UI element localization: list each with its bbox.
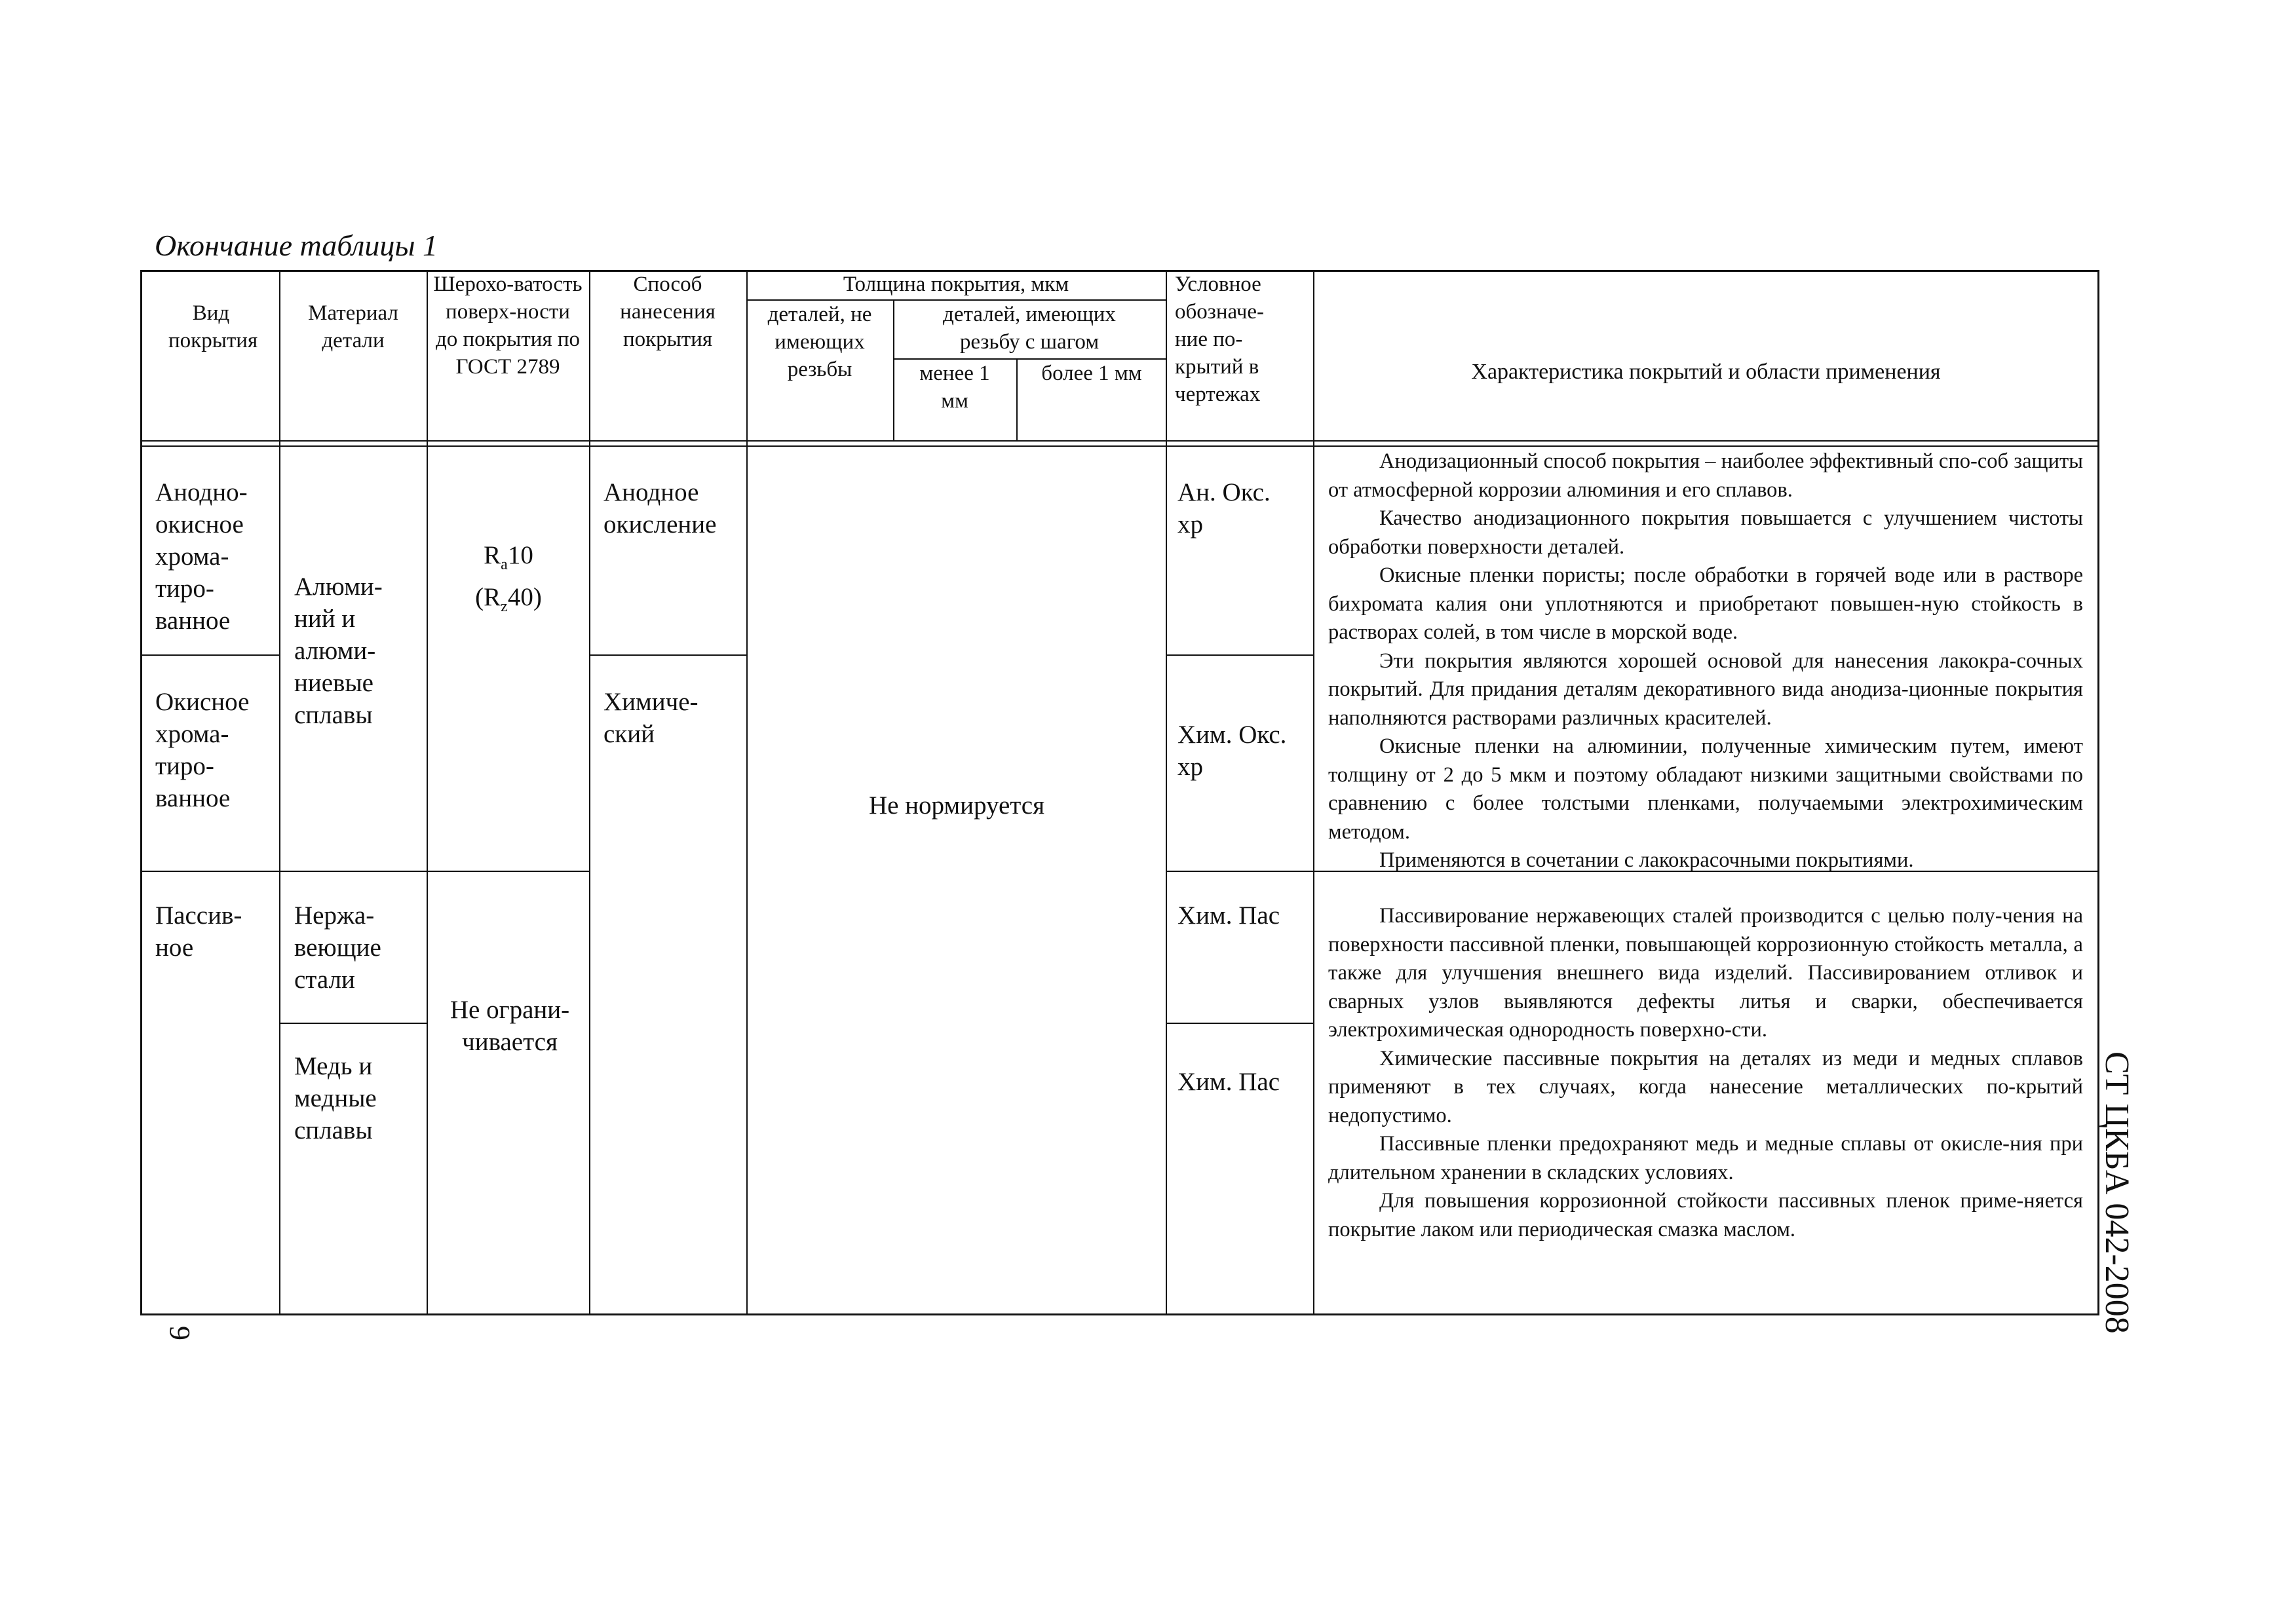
col-divider — [1166, 272, 1167, 1313]
header-less-1mm: менее 1 мм — [919, 362, 990, 413]
header-type: Вид покрытия — [168, 301, 258, 352]
row-divider — [279, 871, 427, 872]
material-copper: Медь и медные сплавы — [294, 1052, 377, 1144]
material-aluminium: Алюми-ний и алюми-ниевые сплавы — [294, 573, 383, 729]
header-material: Материал детали — [308, 301, 398, 352]
designation-him-pas: Хим. Пас — [1177, 901, 1280, 930]
header-characteristics: Характеристика покрытий и области применения — [1471, 360, 1941, 384]
char-paragraph: Пассивирование нержавеющих сталей производится с целью полу-чения на поверхности пассивной пленки, повышающей коррозионную стойкость металла, а также для улучшения внешнего вида изделий. Пассивированием отливок и сварных узлов выявляются дефекты литья и сварки, обеспечивается электрохимическая однородность поверхно-сти. — [1328, 904, 2083, 1042]
header-no-thread: деталей, не имеющих резьбы — [767, 303, 872, 381]
row-divider — [589, 654, 746, 656]
char-paragraph: Качество анодизационного покрытия повышается с улучшением чистоты обработки поверхности деталей. — [1328, 506, 2083, 559]
characteristics-aluminium — [1328, 447, 2083, 875]
material-stainless-steel: Нержа-веющие стали — [294, 901, 381, 994]
char-paragraph: Применяются в сочетании с лакокрасочными покрытиями. — [1379, 848, 1914, 872]
header-thickness: Толщина покрытия, мкм — [843, 273, 1069, 296]
row-divider — [1166, 1023, 1313, 1024]
col-divider — [1016, 358, 1018, 440]
page-number: 9 — [164, 1326, 196, 1340]
header-divider — [142, 445, 2097, 447]
char-paragraph: Окисные пленки пористы; после обработки в горячей воде или в растворе бихромата калия они уплотняются и приобретают повышен-ную стойкость в растворах солей, в том числе в морской воде. — [1328, 563, 2083, 644]
roughness-ra: $R_a10$ — [484, 541, 533, 573]
row-divider — [142, 654, 279, 656]
roughness-ra-rz — [428, 539, 589, 623]
row-divider — [1166, 871, 1313, 872]
char-paragraph: Окисные пленки на алюминии, полученные химическим путем, имеют толщину от 2 до 5 мкм и поэтому обладают низкими защитными свойствами по сравнению с более толстыми пленками, получаемыми электрохимическим методом. — [1328, 734, 2083, 844]
col-divider — [893, 299, 894, 440]
col-divider — [589, 272, 590, 1313]
col-divider — [427, 272, 428, 1313]
col-divider — [1313, 272, 1314, 1313]
char-paragraph: Пассивные пленки предохраняют медь и медные сплавы от окисле-ния при длительном хранении в складских условиях. — [1328, 1132, 2083, 1184]
header-with-thread: деталей, имеющих резьбу с шагом — [943, 303, 1116, 354]
method-chemical: Химиче-ский — [603, 688, 698, 748]
type-oxide: Окисное хрома-тиро-ванное — [155, 688, 250, 812]
header-method: Способ нанесения покрытия — [620, 273, 716, 351]
method-anodic: Анодное окисление — [603, 478, 717, 538]
row-divider — [427, 871, 589, 872]
char-paragraph: Для повышения коррозионной стойкости пассивных пленок приме-няется покрытие лаком или периодическая смазка маслом. — [1328, 1189, 2083, 1241]
row-divider — [279, 1023, 427, 1024]
row-divider — [1166, 654, 1313, 656]
designation-him-oks-hr: Хим. Окс. хр — [1177, 721, 1287, 781]
type-passive: Пассив-ное — [155, 901, 242, 962]
row-divider — [142, 871, 279, 872]
col-divider — [279, 272, 280, 1313]
document-code: СТ ЦКБА 042-2008 — [2098, 1051, 2135, 1334]
type-anodic: Анодно-окисное хрома-тиро-ванное — [155, 478, 248, 635]
characteristics-passive — [1328, 902, 2083, 1244]
header-divider — [142, 440, 2097, 442]
designation-him-pas: Хим. Пас — [1177, 1068, 1280, 1096]
coating-table — [140, 270, 2099, 1315]
header-roughness: Шерохо-ватость поверх-ности до покрытия по ГОСТ 2789 — [433, 273, 583, 379]
char-paragraph: Анодизационный способ покрытия – наиболее эффективный спо-соб защиты от атмосферной коррозии алюминия и его сплавов. — [1328, 449, 2083, 502]
table-caption: Окончание таблицы 1 — [155, 229, 438, 262]
roughness-unlimited: Не ограни-чивается — [450, 996, 570, 1056]
header-more-1mm: более 1 мм — [1041, 362, 1142, 385]
designation-an-oks-hr: Ан. Окс. хр — [1177, 478, 1271, 538]
thickness-not-normalized: Не нормируется — [868, 791, 1045, 820]
char-paragraph: Эти покрытия являются хорошей основой для нанесения лакокра-сочных покрытий. Для придания деталям декоративного вида анодиза-ционные покрытия наполняются растворами различных красителей. — [1328, 649, 2083, 730]
header-designation: Условное обозначе-ние по-крытий в чертежах — [1175, 273, 1265, 406]
char-paragraph: Химические пассивные покрытия на деталях из меди и медных сплавов применяют в тех случаях, когда нанесение металлических по-крытий недопустимо. — [1328, 1046, 2083, 1127]
roughness-rz: $(R_z40)$ — [475, 582, 542, 615]
